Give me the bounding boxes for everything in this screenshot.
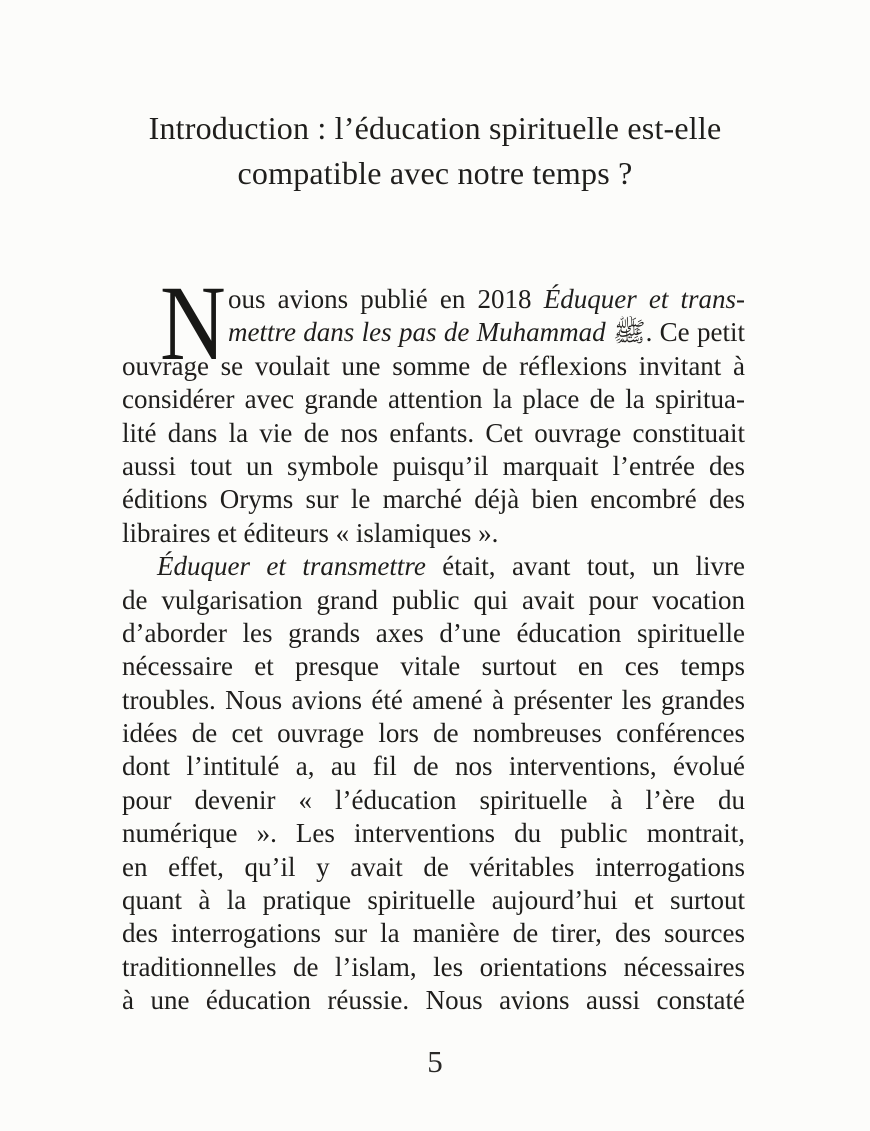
chapter-title-line-1: Introduction : l’éducation spirituelle est-elle: [148, 110, 722, 146]
text-line: [122, 517, 745, 550]
text-line: [122, 617, 745, 650]
text-segment: idées de cet ouvrage lors de nombreuses conférences: [122, 718, 745, 749]
text-segment: éditions Oryms sur le marché déjà bien encombré des: [122, 484, 745, 515]
text-line: [122, 650, 745, 683]
text-line: [122, 550, 745, 583]
text-segment: dont l’intitulé a, au fil de nos interventions, évolué: [122, 751, 745, 782]
text-segment: traditionnelles de l’islam, les orientations nécessaires: [122, 951, 745, 982]
text-line: [122, 851, 745, 884]
text-line: [122, 817, 745, 850]
text-segment: en effet, qu’il y avait de véritables interrogations: [122, 851, 745, 882]
text-line: [122, 984, 745, 1017]
text-segment: considérer avec grande attention la place de la spiritua-: [122, 384, 745, 415]
text-segment: ous avions publié en 2018: [228, 284, 544, 314]
text-line: [122, 750, 745, 783]
chapter-title: [0, 106, 870, 196]
body-lines: [122, 283, 745, 1018]
text-line: [122, 483, 745, 516]
text-segment: d’aborder les grands axes d’une éducation spirituelle: [122, 617, 745, 648]
text-segment: de vulgarisation grand public qui avait pour vocation: [122, 584, 745, 615]
italic-text-segment: Éduquer et trans-: [543, 284, 745, 314]
text-line: [122, 884, 745, 917]
text-segment: numérique ». Les interventions du public montrait,: [122, 818, 745, 849]
text-segment: libraires et éditeurs « islamiques ».: [122, 517, 499, 548]
text-segment: des interrogations sur la manière de tirer, des sources: [122, 918, 745, 949]
italic-text-segment: Éduquer et transmettre: [157, 551, 426, 582]
text-segment: ﷺ. Ce petit: [605, 317, 745, 348]
text-segment: lité dans la vie de nos enfants. Cet ouvrage constituait: [122, 417, 745, 448]
text-line: [122, 917, 745, 950]
chapter-title-line-2: compatible avec notre temps ?: [237, 155, 633, 191]
text-line: [122, 417, 745, 450]
text-segment: était, avant tout, un livre: [425, 551, 745, 582]
text-segment: nécessaire et presque vitale surtout en ces temps: [122, 651, 745, 682]
text-line: [122, 584, 745, 617]
italic-text-segment: mettre dans les pas de Muhammad: [228, 317, 606, 348]
drop-cap: N: [160, 265, 226, 383]
text-segment: ouvrage se voulait une somme de réflexions invitant à: [122, 350, 745, 381]
text-segment: quant à la pratique spirituelle aujourd’hui et surtout: [122, 885, 745, 916]
text-line: [122, 951, 745, 984]
text-line: [122, 684, 745, 717]
text-line: [122, 450, 745, 483]
text-segment: troubles. Nous avions été amené à présenter les grandes: [122, 684, 745, 715]
body-text: [122, 265, 745, 1018]
text-line: [122, 717, 745, 750]
text-line: [122, 383, 745, 416]
text-line: [122, 784, 745, 817]
text-segment: à une éducation réussie. Nous avions aussi constaté: [122, 985, 745, 1016]
page-number: 5: [427, 1044, 443, 1079]
text-segment: aussi tout un symbole puisqu’il marquait l’entrée des: [122, 450, 745, 481]
text-segment: pour devenir « l’éducation spirituelle à l’ère du: [122, 784, 745, 815]
